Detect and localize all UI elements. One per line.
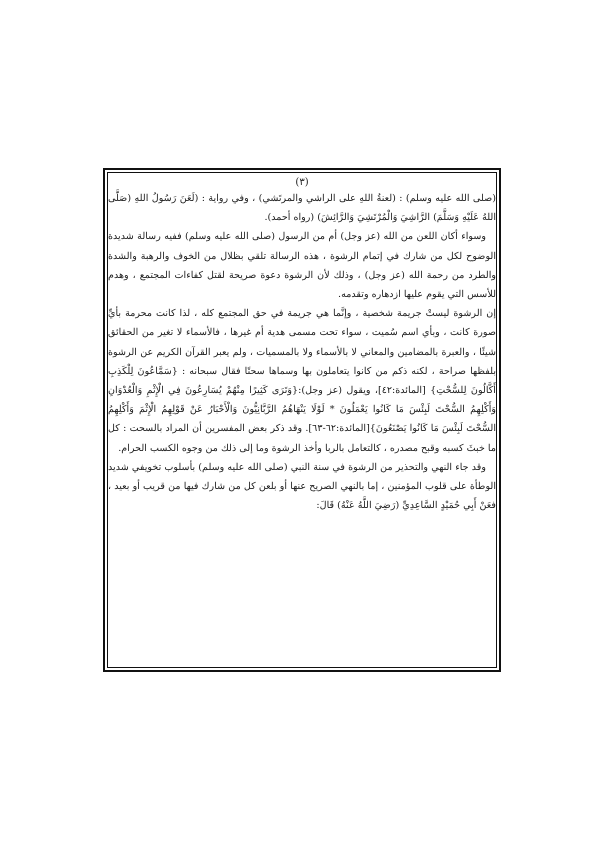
paragraph-3: إن الرشوة ليستْ جريمة شخصية ، وإنَّما هي جريمة في حق المجتمع كله ، لذا كانت محرمة بأيِّ صورة كانت ، وبأي اسم سُميت ، سواء تحت مسمى هدية أم غيرها ، فالأسماء لا تغير من الحقائق شيئًا ، والعبرة بالمضامين والمعاني لا بالأسماء ولا بالمسميات ، ولم يعبر القرآن الكريم عن الرشوة بلفظها صراحة ، لكنه ذكم من كانوا يتعاملون بها وسماها سحتًا فقال سبحانه : {سَمَّاعُونَ لِلْكَذِبِ أَكَّالُونَ لِلسُّحْتِ} [المائدة:٤٢]، ويقول (عز وجل):{وَتَرَى كَثِيرًا مِنْهُمْ يُسَارِعُونَ فِي الْإِثْمِ وَالْعُدْوَانِ وَأَكْلِهِمُ السُّحْتَ لَبِئْسَ مَا كَانُوا يَعْمَلُونَ * لَوْلَا يَنْهَاهُمُ الرَّبَّانِيُّونَ وَالْأَحْبَارُ عَنْ قَوْلِهِمُ الْإِثْمَ وَأَكْلِهِمُ السُّحْتَ لَبِئْسَ مَا كَانُوا يَصْنَعُونَ}[المائدة:٦٢-٦٣]. وقد ذكر بعض المفسرين أن المراد بالسحت : كل ما خبثَ كسبه وقبح مصدره ، كالتعامل بالربا وأخذ الرشوة وما إلى ذلك من وجوه الكسب الحرام. (108, 308, 496, 454)
paragraph-1: (صلى الله عليه وسلم) : (لعنةُ اللهِ على الراشي والمرتَشي) ، وفي رواية : (لَعَنَ رَسُولُ اللهِ (صَلَّى اللهُ عَلَيْهِ وَسَلَّمَ) الرَّاشِيَ وَالْمُرْتَشِيَ وَالرَّائِشَ) (رواه أحمد). (108, 193, 496, 224)
paragraph-2: وسواء أكان اللعن من الله (عز وجل) أم من الرسول (صلى الله عليه وسلم) ففيه رسالة شديدة الوضوح لكل من شارك في إتمام الرشوة ، هذه الرسالة تلقي بظلال من الخوف والرهبة والشدة والطرد من رحمة الله (عز وجل) ، وذلك لأن الرشوة دعوة صريحة لقتل كفاءات المجتمع ، وهدم للأسس التي يقوم عليها ازدهاره وتقدمه. (108, 231, 496, 301)
page-content (108, 177, 496, 617)
paragraph-4: وقد جاء النهي والتحذير من الرشوة في سنة النبي (صلى الله عليه وسلم) بأسلوب تخويفي شديد الوطأة على قلوب المؤمنين ، إما بالنهي الصريح عنها أو بلعن كل من شارك فيها من قريب أو بعيد ، فعَنْ أَبِي حُمَيْدٍ السَّاعِدِيِّ (رَضِيَ اللَّهُ عَنْهُ) قَالَ: (108, 461, 496, 512)
page-number: (٣) (295, 177, 309, 188)
